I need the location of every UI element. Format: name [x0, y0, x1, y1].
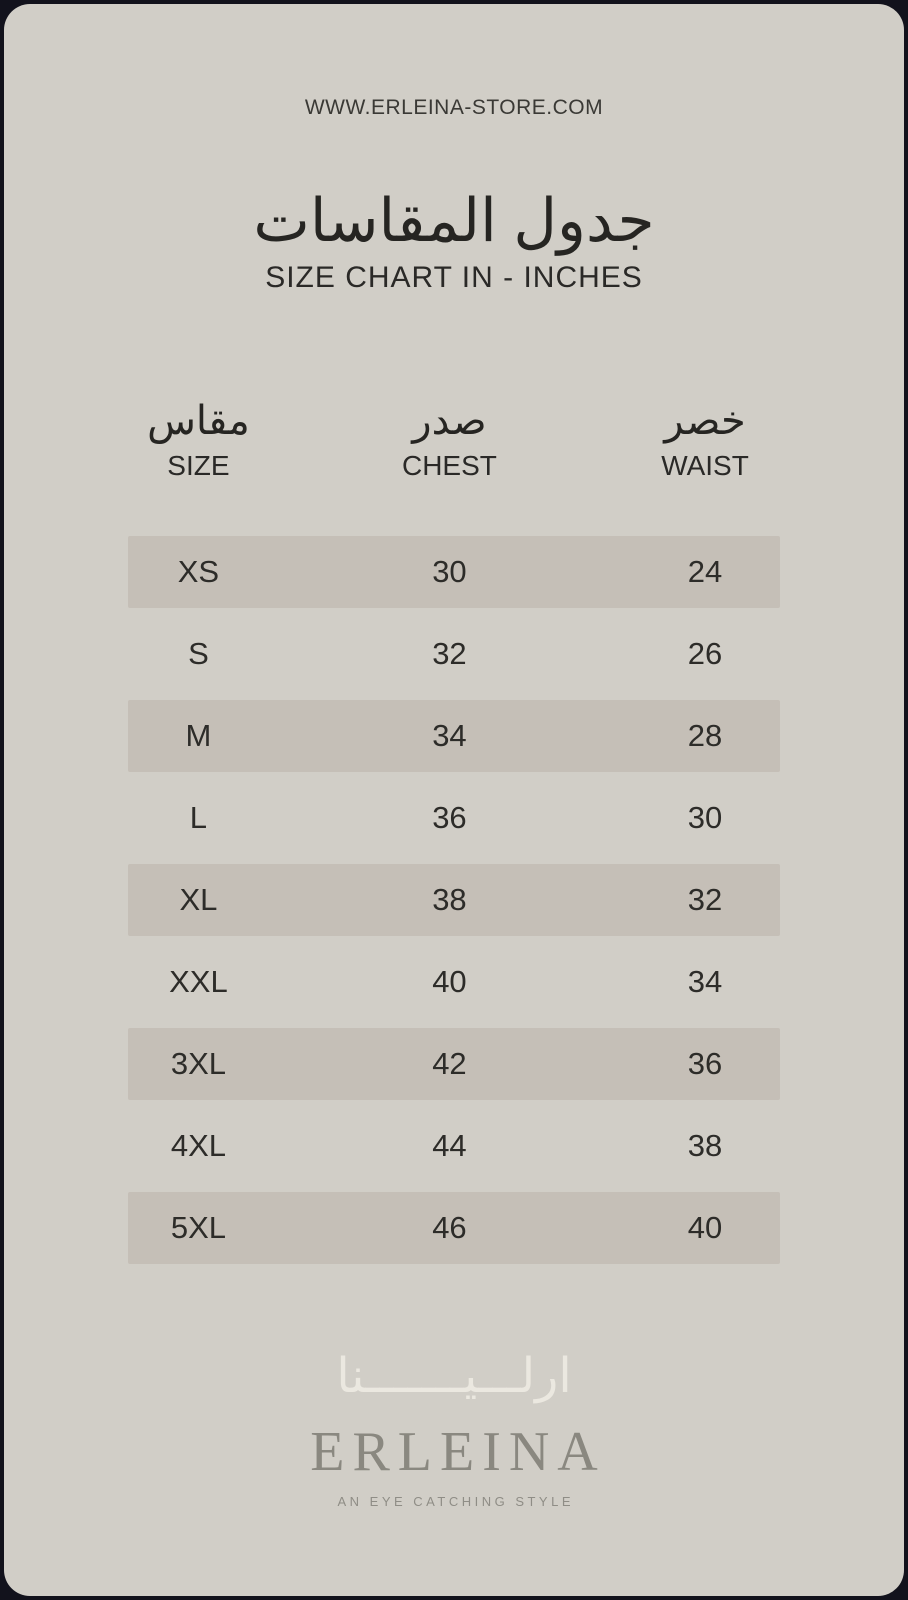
waist-cell: 32: [687, 882, 723, 917]
brand-tagline: AN EYE CATCHING STYLE: [337, 1494, 574, 1510]
size-cell: XXL: [169, 964, 228, 999]
chest-cell: 40: [432, 964, 467, 999]
column-header-waist-english: WAIST: [661, 450, 749, 481]
table-row: [128, 936, 780, 1028]
size-cell: 4XL: [170, 1128, 226, 1163]
table-row: [128, 700, 780, 772]
brand-name: ERLEINA: [310, 1421, 606, 1484]
chest-cell: 44: [432, 1128, 467, 1163]
waist-cell: 34: [687, 964, 723, 999]
brand-logo-arabic: ارلـــيـــــــنا: [336, 1350, 572, 1403]
column-header-size-arabic: مقاس: [147, 399, 250, 443]
size-cell: 5XL: [170, 1210, 226, 1245]
table-row: [128, 1100, 780, 1192]
brand-lockup: [4, 1346, 904, 1509]
chest-cell: 46: [432, 1210, 467, 1245]
waist-cell: 30: [687, 800, 723, 835]
size-chart-card: [4, 4, 904, 1596]
size-cell: XS: [177, 554, 220, 589]
table-row: [128, 772, 780, 864]
size-table-body: [128, 536, 780, 1264]
size-cell: L: [189, 800, 208, 835]
size-chart-title-arabic: جدول المقاسات: [253, 187, 655, 254]
size-cell: M: [185, 718, 212, 753]
column-header-chest: [269, 399, 630, 482]
chest-cell: 42: [432, 1046, 467, 1081]
table-row: [128, 536, 780, 608]
chest-cell: 32: [432, 636, 467, 671]
table-header-row: [128, 399, 780, 482]
column-header-waist-arabic: خصر: [664, 399, 746, 443]
chest-cell: 34: [432, 718, 467, 753]
waist-cell: 26: [687, 636, 723, 671]
store-url: WWW.ERLEINA-STORE.COM: [304, 96, 604, 119]
chest-cell: 38: [432, 882, 467, 917]
table-row: [128, 608, 780, 700]
size-table: [128, 399, 780, 1264]
size-chart-title-english: SIZE CHART IN - INCHES: [265, 261, 643, 294]
table-row: [128, 1028, 780, 1100]
column-header-chest-english: CHEST: [401, 450, 497, 481]
column-header-chest-arabic: صدر: [412, 399, 487, 443]
waist-cell: 38: [687, 1128, 723, 1163]
waist-cell: 24: [687, 554, 723, 589]
size-cell: S: [188, 636, 209, 671]
chest-cell: 30: [432, 554, 467, 589]
column-header-size: [128, 399, 269, 482]
waist-cell: 40: [687, 1210, 723, 1245]
table-row: [128, 864, 780, 936]
size-cell: 3XL: [170, 1046, 226, 1081]
waist-cell: 28: [687, 718, 723, 753]
table-row: [128, 1192, 780, 1264]
chest-cell: 36: [432, 800, 467, 835]
size-cell: XL: [179, 882, 218, 917]
column-header-waist: [630, 399, 780, 482]
column-header-size-english: SIZE: [167, 450, 230, 481]
waist-cell: 36: [687, 1046, 723, 1081]
